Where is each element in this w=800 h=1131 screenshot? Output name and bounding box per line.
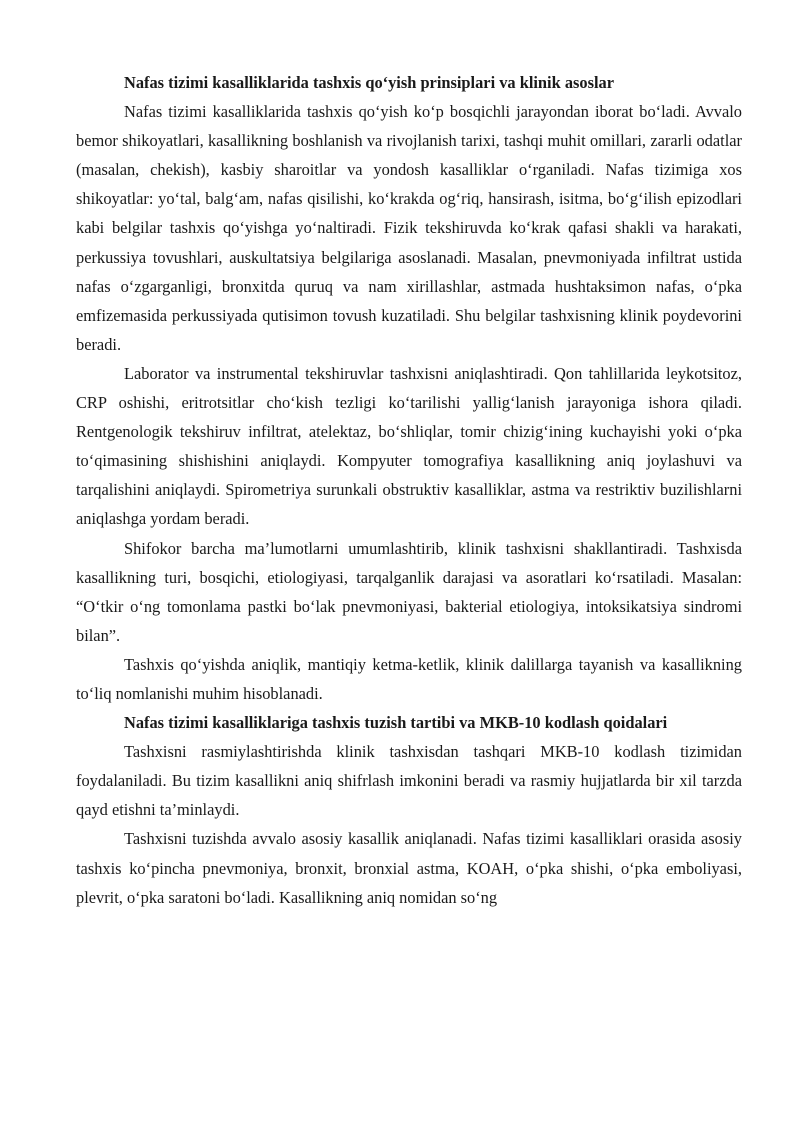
paragraph: Nafas tizimi kasalliklarida tashxis qo‘yish ko‘p bosqichli jarayondan iborat bo‘ladi. Avvalo bemor shikoyatlari, kasallikning boshlanish va rivojlanish tarixi, tashqi muhit omillari, zararli odatlar (masalan, chekish), kasbiy sharoitlar va yondosh kasalliklar o‘rganiladi. Nafas tizimiga xos shikoyatlar: yo‘tal, balg‘am, nafas qisilishi, ko‘krakda og‘riq, hansirash, isitma, bo‘g‘ilish epizodlari kabi belgilar tashxis qo‘yishga yo‘naltiradi. Fizik tekshiruvda ko‘krak qafasi shakli va harakati, perkussiya tovushlari, auskultatsiya belgilariga asoslanadi. Masalan, pnevmoniyada infiltrat ustida nafas o‘zgarganligi, bronxitda quruq va nam xirillashlar, astmada hushtaksimon nafas, o‘pka emfizemasida perkussiyada qutisimon tovush kuzatiladi. Shu belgilar tashxisning klinik poydevorini beradi. (76, 102, 742, 354)
paragraph: Tashxisni rasmiylashtirishda klinik tashxisdan tashqari MKB-10 kodlash tizimidan foydalaniladi. Bu tizim kasallikni aniq shifrlash imkonini beradi va rasmiy hujjatlarda bir xil tarzda qayd etishni ta’minlaydi. (76, 742, 742, 820)
paragraph: Shifokor barcha ma’lumotlarni umumlashtirib, klinik tashxisni shakllantiradi. Tashxisda kasallikning turi, bosqichi, etiologiyasi, tarqalganlik darajasi va asoratlari ko‘rsatiladi. Masalan: “O‘tkir o‘ng tomonlama pastki bo‘lak pnevmoniyasi, bakterial etiologiya, intoksikatsiya sindromi bilan”. (76, 538, 742, 645)
paragraph: Tashxis qo‘yishda aniqlik, mantiqiy ketma-ketlik, klinik dalillarga tayanish va kasallikning to‘liq nomlanishi muhim hisoblanadi. (76, 654, 742, 703)
paragraph: Laborator va instrumental tekshiruvlar tashxisni aniqlashtiradi. Qon tahlillarida leykotsitoz, CRP oshishi, eritrotsitlar cho‘kish tezligi ko‘tarilishi yallig‘lanish jarayoniga ishora qiladi. Rentgenologik tekshiruv infiltrat, atelektaz, bo‘shliqlar, tomir chizig‘ining kuchayishi yoki o‘pka to‘qimasining shishishini aniqlaydi. Kompyuter tomografiya kasallikning aniq joylashuvi va tarqalishini aniqlaydi. Spirometriya surunkali obstruktiv kasalliklar, astma va restriktiv buzilishlarni aniqlashga yordam beradi. (76, 363, 742, 529)
paragraph: Tashxisni tuzishda avvalo asosiy kasallik aniqlanadi. Nafas tizimi kasalliklari orasida asosiy tashxis ko‘pincha pnevmoniya, bronxit, bronxial astma, KOAH, o‘pka shishi, o‘pka emboliyasi, plevrit, o‘pka saratoni bo‘ladi. Kasallikning aniq nomidan so‘ng (76, 829, 742, 907)
section-heading: Nafas tizimi kasalliklarida tashxis qo‘yish prinsiplari va klinik asoslar (124, 73, 614, 92)
document-page (76, 68, 742, 912)
section-heading: Nafas tizimi kasalliklariga tashxis tuzish tartibi va MKB-10 kodlash qoidalari (124, 713, 668, 733)
